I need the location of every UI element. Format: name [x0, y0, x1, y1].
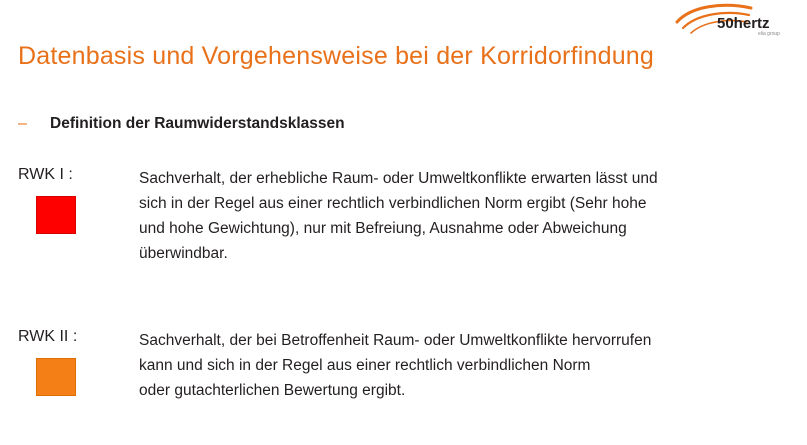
rwk-description-1 — [139, 166, 767, 266]
subtitle-row — [18, 115, 345, 133]
rwk-description-2-line-1: Sachverhalt, der bei Betroffenheit Raum- oder Umweltkonflikte hervorrufen — [139, 332, 652, 349]
page-title: Datenbasis und Vorgehensweise bei der Korridorfindung — [18, 42, 655, 70]
rwk-description-1-line-3: und hohe Gewichtung), nur mit Befreiung, Ausnahme oder Abweichung — [139, 220, 627, 238]
rwk-description-2-line-2: kann und sich in der Regel aus einer rechtlich verbindlichen Norm — [139, 357, 591, 375]
50hertz-logo — [673, 2, 793, 42]
rwk-description-2 — [139, 328, 767, 403]
subtitle-text: Definition der Raumwiderstandsklassen — [50, 115, 345, 132]
rwk-label-2: RWK II : — [18, 328, 78, 345]
rwk-description-1-line-1: Sachverhalt, der erhebliche Raum- oder Umweltkonflikte erwarten lässt und — [139, 170, 658, 187]
rwk-description-2-line-3: oder gutachterlichen Bewertung ergibt. — [139, 382, 406, 400]
rwk-label-1: RWK I : — [18, 166, 73, 183]
rwk-description-1-line-4: überwindbar. — [139, 245, 228, 263]
svg-text:50hertz: 50hertz — [717, 15, 770, 32]
color-swatch-rwk-2 — [36, 358, 76, 396]
dash-bullet-icon: – — [18, 115, 27, 132]
color-swatch-rwk-1 — [36, 196, 76, 234]
rwk-description-1-line-2: sich in der Regel aus einer rechtlich verbindlichen Norm ergibt (Sehr hohe — [139, 195, 647, 213]
svg-text:elia group: elia group — [758, 31, 780, 37]
